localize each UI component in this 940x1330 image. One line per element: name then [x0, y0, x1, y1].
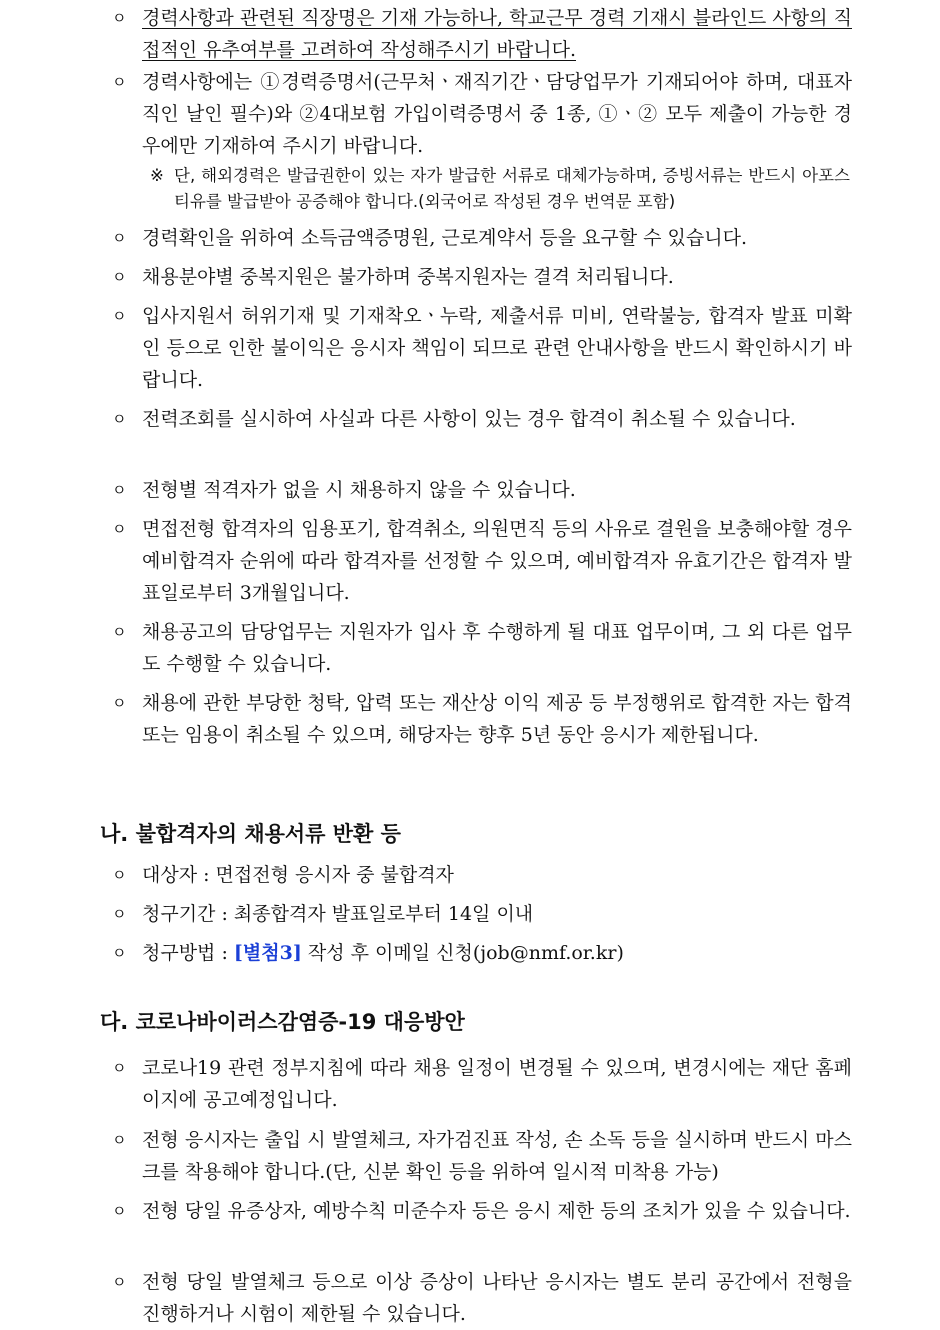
list-item — [112, 474, 852, 506]
bullet-icon: ㅇ — [112, 944, 127, 962]
list-item-text: 입사지원서 허위기재 및 기재착오ㆍ누락, 제출서류 미비, 연락불능, 합격자 발표 미확인 등으로 인한 불이익은 응시자 책임이 되므로 관련 안내사항을 반드시 확인하시기 바랍니다. — [142, 305, 852, 391]
request-method-detail: 작성 후 이메일 신청(job@nmf.or.kr) — [301, 942, 624, 964]
list-item — [112, 222, 852, 254]
attachment-reference: [별첨3] — [233, 942, 302, 964]
bullet-icon: ㅇ — [112, 1059, 127, 1077]
list-item — [112, 1052, 852, 1116]
section-heading: 나. 불합격자의 채용서류 반환 등 — [100, 822, 401, 846]
list-item-text — [142, 937, 852, 969]
bullet-icon: ㅇ — [112, 905, 127, 923]
list-item — [112, 937, 852, 969]
list-item-text: 채용공고의 담당업무는 지원자가 입사 후 수행하게 될 대표 업무이며, 그 외 다른 업무도 수행할 수 있습니다. — [142, 621, 852, 675]
note-mark: ※ — [150, 166, 164, 185]
bullet-icon: ㅇ — [112, 73, 127, 91]
list-item — [112, 513, 852, 609]
bullet-icon: ㅇ — [112, 1202, 127, 1220]
list-item-text: 전형 당일 발열체크 등으로 이상 증상이 나타난 응시자는 별도 분리 공간에서 전형을 진행하거나 시험이 제한될 수 있습니다. — [142, 1271, 852, 1325]
list-item-text: 면접전형 합격자의 임용포기, 합격취소, 의원면직 등의 사유로 결원을 보충해야할 경우 예비합격자 순위에 따라 합격자를 선정할 수 있으며, 예비합격자 유효기간은 합격자 발표일로부터 3개월입니다. — [142, 518, 852, 604]
list-item — [112, 859, 852, 891]
bullet-icon: ㅇ — [112, 481, 127, 499]
list-item — [112, 403, 852, 435]
list-item — [112, 616, 852, 680]
list-item — [112, 261, 852, 293]
request-method-label: 청구방법 : — [142, 942, 234, 964]
list-item — [112, 898, 852, 930]
section-heading: 다. 코로나바이러스감염증-19 대응방안 — [100, 1010, 465, 1034]
list-item — [112, 687, 852, 751]
bullet-icon: ㅇ — [112, 268, 127, 286]
list-item-text: 전형 응시자는 출입 시 발열체크, 자가검진표 작성, 손 소독 등을 실시하며 반드시 마스크를 착용해야 합니다.(단, 신분 확인 등을 위하여 일시적 미착용 가능) — [142, 1129, 852, 1183]
bullet-icon: ㅇ — [112, 410, 127, 428]
list-item-text: 전력조회를 실시하여 사실과 다른 사항이 있는 경우 합격이 취소될 수 있습니다. — [142, 408, 796, 430]
list-item-text: 경력사항과 관련된 직장명은 기재 가능하나, 학교근무 경력 기재시 블라인드 사항의 직접적인 유추여부를 고려하여 작성해주시기 바랍니다. — [142, 7, 852, 61]
list-item — [112, 1195, 852, 1227]
bullet-icon: ㅇ — [112, 694, 127, 712]
list-item — [112, 1124, 852, 1188]
bullet-icon: ㅇ — [112, 1131, 127, 1149]
bullet-icon: ㅇ — [112, 307, 127, 325]
footnote-text: 단, 해외경력은 발급권한이 있는 자가 발급한 서류로 대체가능하며, 증빙서류는 반드시 아포스티유를 발급받아 공증해야 합니다.(외국어로 작성된 경우 번역문 포함) — [174, 166, 850, 211]
list-item — [112, 1266, 852, 1330]
bullet-icon: ㅇ — [112, 866, 127, 884]
bullet-icon: ㅇ — [112, 623, 127, 641]
list-item-text: 청구기간 : 최종합격자 발표일로부터 14일 이내 — [142, 903, 534, 925]
footnote — [150, 163, 850, 215]
list-item-text: 경력사항에는 ①경력증명서(근무처ㆍ재직기간ㆍ담당업무가 기재되어야 하며, 대표자 직인 날인 필수)와 ②4대보험 가입이력증명서 중 1종, ①ㆍ② 모두 제출이 가능한 경우에만 기재하여 주시기 바랍니다. — [142, 71, 852, 157]
list-item — [112, 300, 852, 396]
bullet-icon: ㅇ — [112, 9, 127, 27]
list-item-text: 전형별 적격자가 없을 시 채용하지 않을 수 있습니다. — [142, 479, 576, 501]
list-item — [112, 66, 852, 162]
bullet-icon: ㅇ — [112, 1273, 127, 1291]
bullet-icon: ㅇ — [112, 229, 127, 247]
list-item-text: 채용분야별 중복지원은 불가하며 중복지원자는 결격 처리됩니다. — [142, 266, 674, 288]
list-item-text: 대상자 : 면접전형 응시자 중 불합격자 — [142, 864, 454, 886]
bullet-icon: ㅇ — [112, 520, 127, 538]
list-item-text: 전형 당일 유증상자, 예방수칙 미준수자 등은 응시 제한 등의 조치가 있을 수 있습니다. — [142, 1200, 851, 1222]
list-item-text: 채용에 관한 부당한 청탁, 압력 또는 재산상 이익 제공 등 부정행위로 합격한 자는 합격 또는 임용이 취소될 수 있으며, 해당자는 향후 5년 동안 응시가 제한됩니다. — [142, 692, 852, 746]
list-item-text: 경력확인을 위하여 소득금액증명원, 근로계약서 등을 요구할 수 있습니다. — [142, 227, 747, 249]
list-item-text: 코로나19 관련 정부지침에 따라 채용 일정이 변경될 수 있으며, 변경시에는 재단 홈페이지에 공고예정입니다. — [142, 1057, 852, 1111]
list-item — [112, 2, 852, 66]
